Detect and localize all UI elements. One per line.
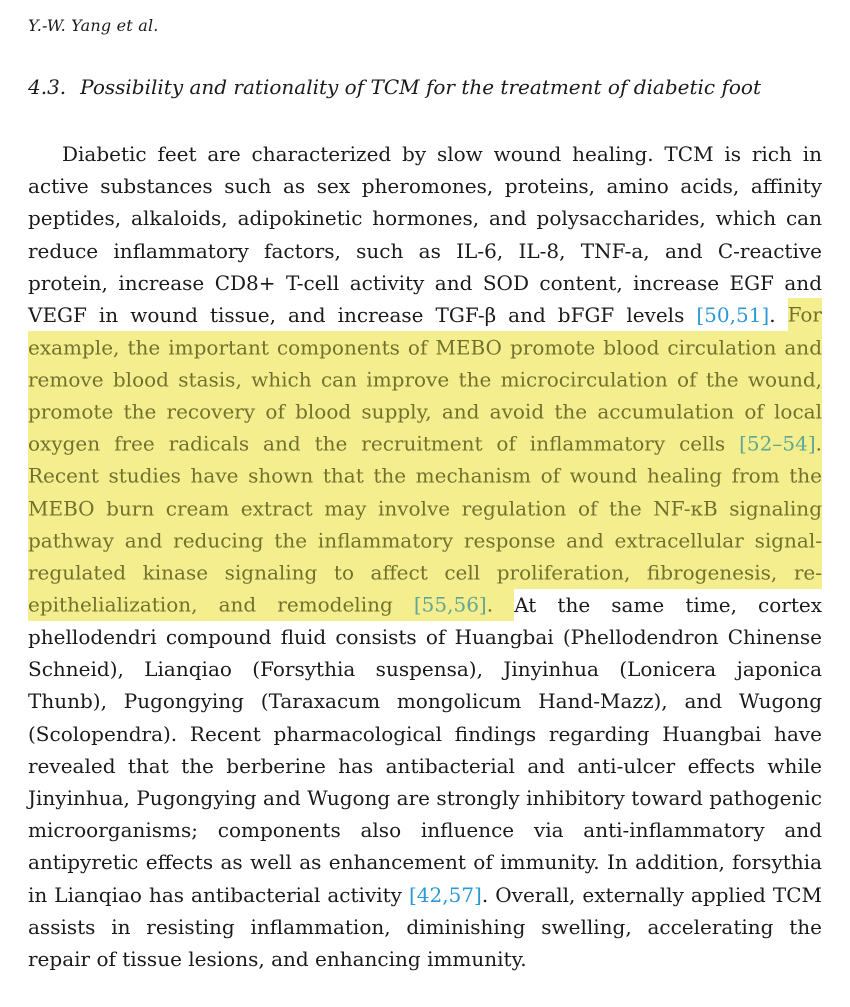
body-paragraph xyxy=(28,138,822,975)
highlighted-text-segment: For example, the important components of MEBO promote blood circulation and remove blood stasis, which can improve the microcirculation of the wound, promote the recovery of blood supply, and avoid the accumulation of local oxygen free radicals and the recruitment of inflammatory cells xyxy=(28,298,822,460)
citation-link[interactable]: [42,57] xyxy=(409,882,482,907)
highlighted-citation-link[interactable]: [55,56] xyxy=(414,588,487,621)
section-number: 4.3. xyxy=(28,75,67,99)
section-heading xyxy=(28,74,822,100)
text-segment: . xyxy=(769,303,788,328)
text-segment: Diabetic feet are characterized by slow wound healing. TCM is rich in active substances such as sex pheromones, proteins, amino acids, affinity peptides, alkaloids, adipokinetic hormones, and polysaccharides, which can reduce inflammatory factors, such as IL-6, IL-8, TNF-a, and C-reactive protein, increase CD8+ T-cell activity and SOD content, increase EGF and VEGF in wound tissue, and increase TGF-β and bFGF levels xyxy=(28,142,822,328)
text-segment: . Overall, externally applied TCM assists in resisting inflammation, diminishing swelling, accelerating the repair of tissue lesions, and enhancing immunity. xyxy=(28,882,823,972)
citation-link[interactable]: [50,51] xyxy=(696,303,770,328)
section-title: Possibility and rationality of TCM for the treatment of diabetic foot xyxy=(80,75,761,99)
highlighted-citation-link[interactable]: [52–54] xyxy=(739,427,816,460)
text-segment: At the same time, cortex phellodendri compound fluid consists of Huangbai (Phellodendron Chinense Schneid), Lianqiao (Forsythia suspensa), Jinyinhua (Lonicera japonica Thunb), Pugongying (Taraxacum mongolicum Hand-Mazz), and Wugong (Scolopendra). Recent pharmacological findings regarding Huangbai have revealed that the berberine has antibacterial and anti-ulcer effects while Jinyinhua, Pugongying and Wugong are strongly inhibitory toward pathogenic microorganisms; components also influence via anti-inflammatory and antipyretic effects as well as enhancement of immunity. In addition, forsythia in Lianqiao has antibacterial activity xyxy=(28,592,822,907)
highlighted-text-segment: . Recent studies have shown that the mechanism of wound healing from the MEBO burn cream extract may involve regulation of the NF-κB signaling pathway and reducing the inflammatory response and extracellular signal-regulated kinase signaling to affect cell proliferation, fibrogenesis, re-epithelialization, and remodeling xyxy=(28,427,822,621)
highlighted-text-segment: . xyxy=(487,588,514,621)
running-head: Y.-W. Yang et al. xyxy=(28,16,159,35)
